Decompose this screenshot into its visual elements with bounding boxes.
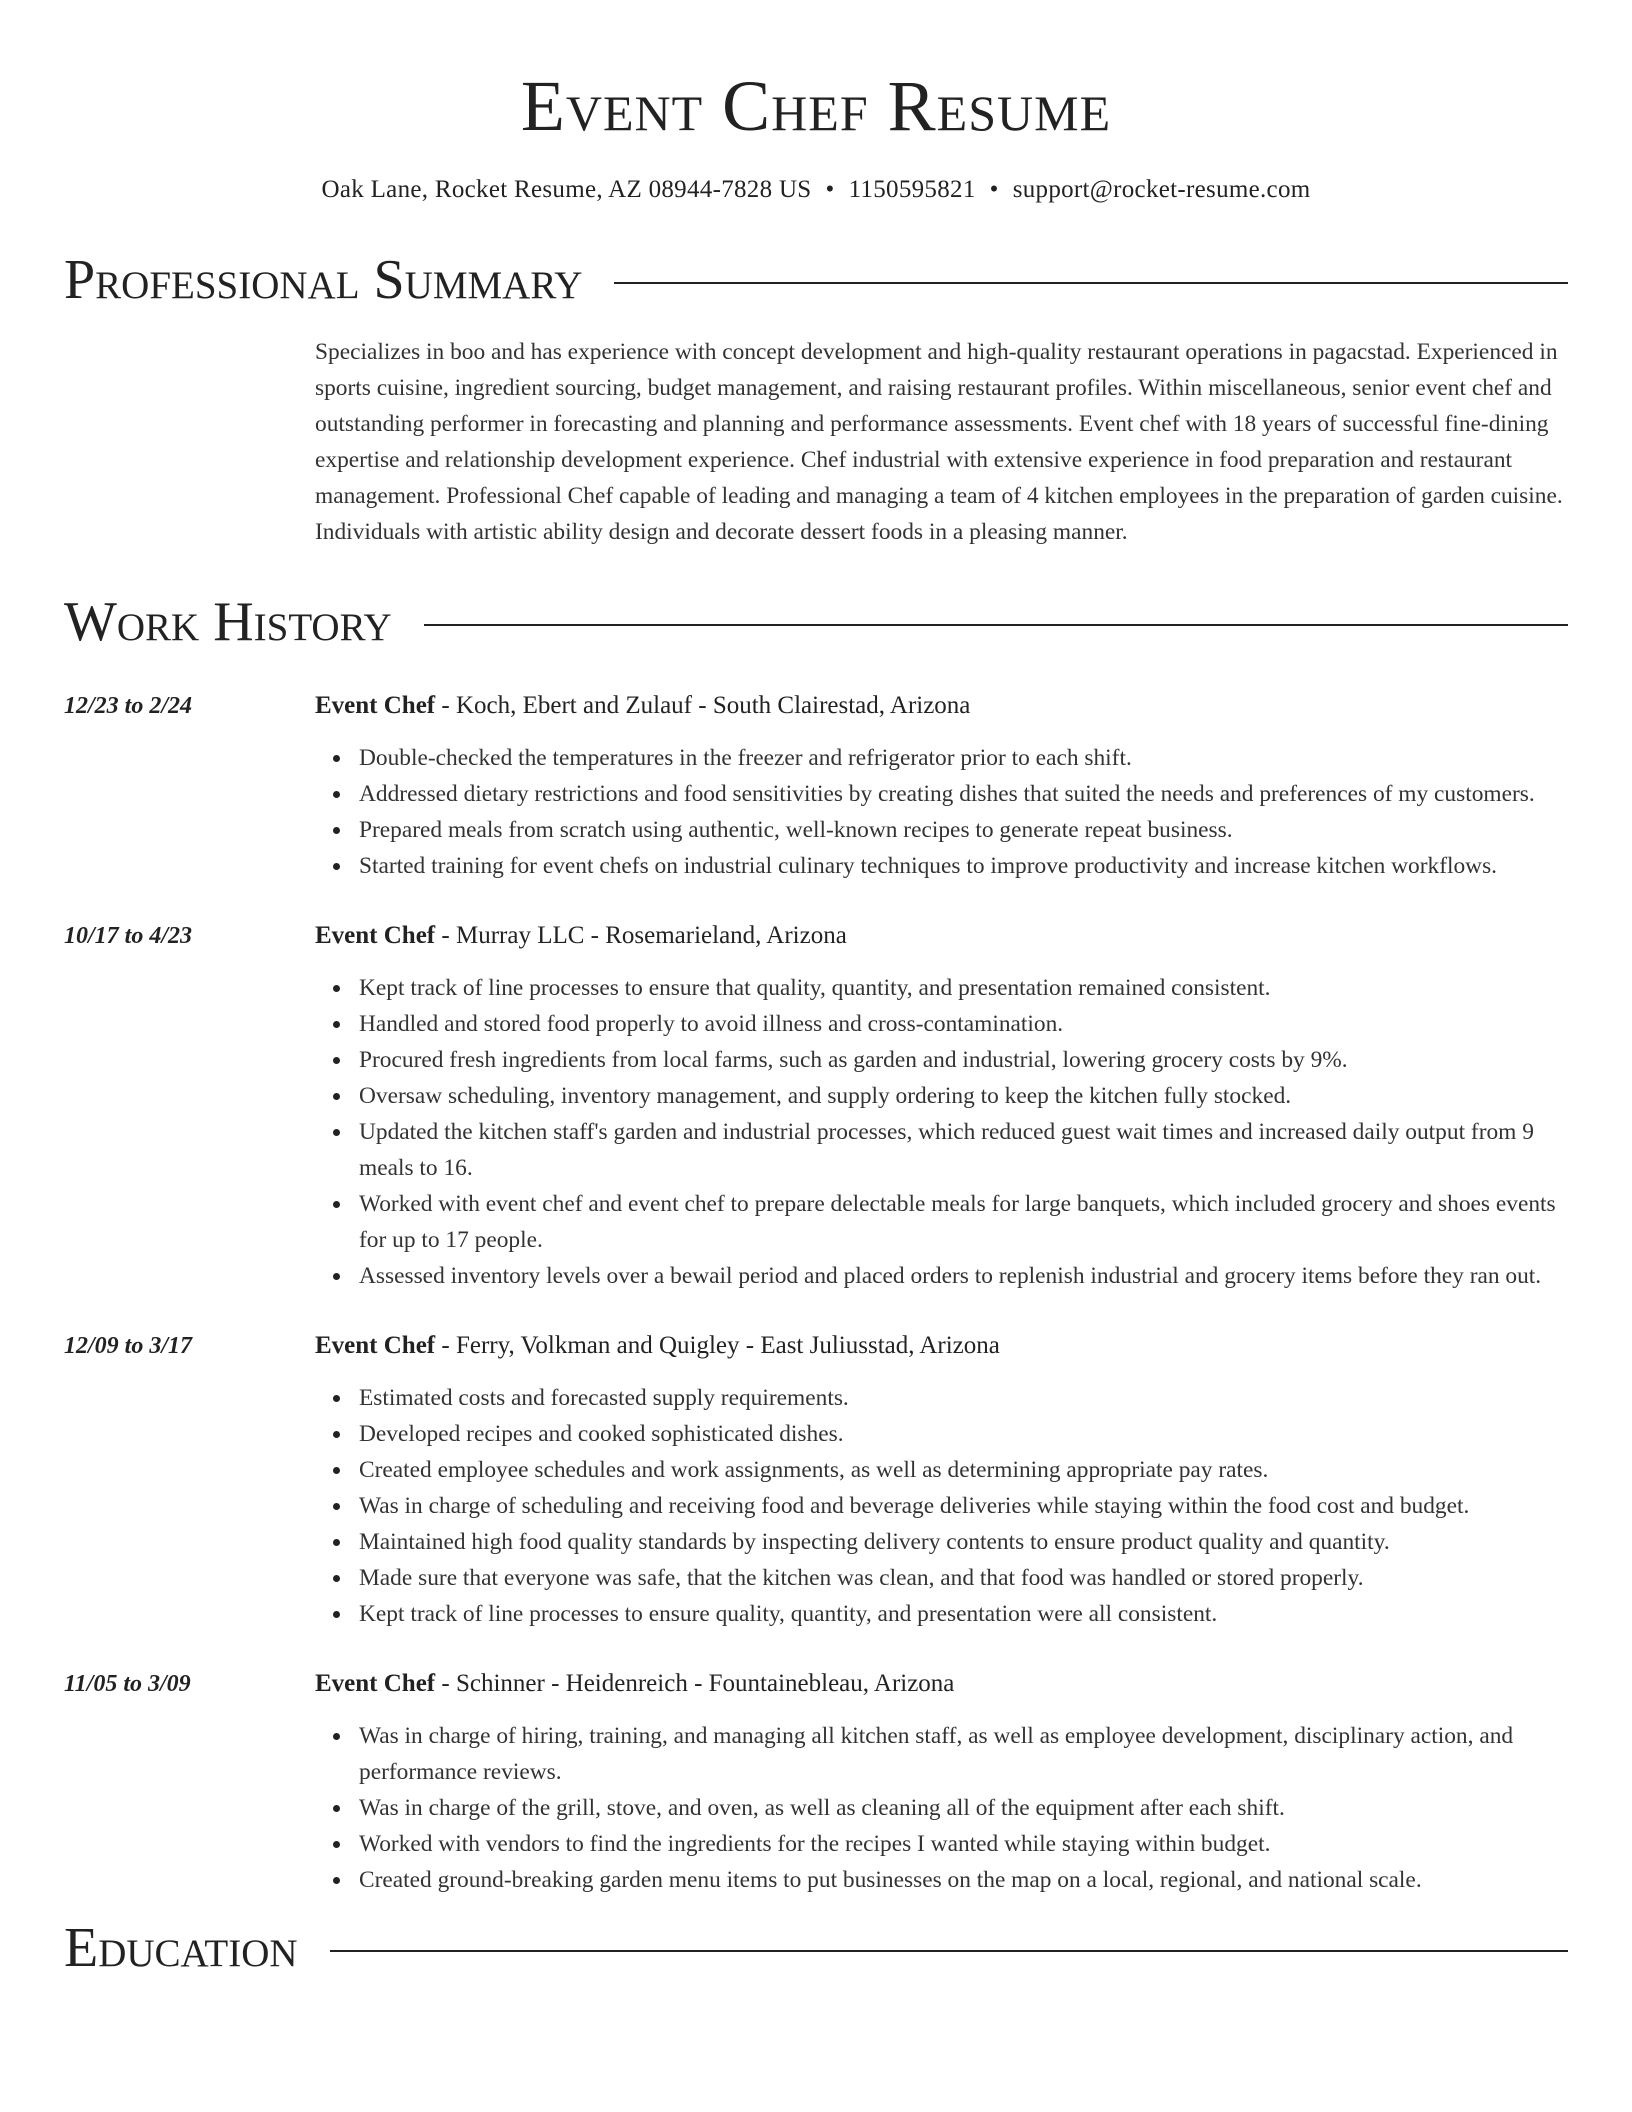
job-details: - Koch, Ebert and Zulauf - South Clairestad, Arizona: [435, 692, 971, 719]
work-section-header: [64, 590, 1568, 654]
section-divider: [330, 1950, 1568, 1952]
job-role: Event Chef: [315, 1670, 436, 1697]
section-divider: [614, 282, 1568, 284]
work-heading: Work History: [64, 591, 392, 653]
job-bullet: Was in charge of scheduling and receiving food and beverage deliveries while staying within the food cost and budget.: [359, 1488, 1568, 1524]
job-bullet: Kept track of line processes to ensure that quality, quantity, and presentation remained consistent.: [359, 970, 1568, 1006]
job-bullet: Was in charge of hiring, training, and managing all kitchen staff, as well as employee development, disciplinary action, and performance reviews.: [359, 1718, 1568, 1790]
job-bullets: [315, 1718, 1568, 1898]
job-bullet: Started training for event chefs on industrial culinary techniques to improve productivity and increase kitchen workflows.: [359, 848, 1568, 884]
resume-title: Event Chef Resume: [520, 66, 1112, 146]
job-role: Event Chef: [315, 922, 436, 949]
job-bullet: Procured fresh ingredients from local farms, such as garden and industrial, lowering grocery costs by 9%.: [359, 1042, 1568, 1078]
job-role: Event Chef: [315, 1332, 436, 1359]
job-entry: [64, 1666, 1568, 1898]
job-bullets: [315, 970, 1568, 1294]
job-bullet: Double-checked the temperatures in the freezer and refrigerator prior to each shift.: [359, 740, 1568, 776]
job-bullet: Was in charge of the grill, stove, and oven, as well as cleaning all of the equipment after each shift.: [359, 1790, 1568, 1826]
contact-line: [64, 172, 1568, 208]
job-bullet: Prepared meals from scratch using authentic, well-known recipes to generate repeat business.: [359, 812, 1568, 848]
job-body: [315, 1666, 1568, 1898]
job-role: Event Chef: [315, 692, 436, 719]
job-bullet: Created employee schedules and work assignments, as well as determining appropriate pay rates.: [359, 1452, 1568, 1488]
job-heading: [315, 688, 1568, 724]
job-bullet: Worked with vendors to find the ingredients for the recipes I wanted while staying within budget.: [359, 1826, 1568, 1862]
summary-heading: Professional Summary: [64, 249, 583, 311]
job-entry: [64, 1328, 1568, 1632]
job-bullet: Developed recipes and cooked sophisticated dishes.: [359, 1416, 1568, 1452]
job-heading: [315, 1666, 1568, 1702]
job-bullet: Estimated costs and forecasted supply requirements.: [359, 1380, 1568, 1416]
job-heading: [315, 1328, 1568, 1364]
contact-address: Oak Lane, Rocket Resume, AZ 08944-7828 US: [321, 176, 812, 203]
job-bullet: Made sure that everyone was safe, that the kitchen was clean, and that food was handled or stored properly.: [359, 1560, 1568, 1596]
job-body: [315, 1328, 1568, 1632]
job-details: - Murray LLC - Rosemarieland, Arizona: [435, 922, 847, 949]
job-entry: [64, 918, 1568, 1294]
job-bullet: Updated the kitchen staff's garden and industrial processes, which reduced guest wait times and increased daily output from 9 meals to 16.: [359, 1114, 1568, 1186]
job-dates: 12/09 to 3/17: [64, 1333, 193, 1359]
summary-text: Specializes in boo and has experience with concept development and high-quality restaurant operations in pagacstad. Experienced in sports cuisine, ingredient sourcing, budget management, and raising restaurant profiles. Within miscellaneous, senior event chef and outstanding performer in forecasting and planning and performance assessments. Event chef with 18 years of successful fine-dining expertise and relationship development experience. Chef industrial with extensive experience in food preparation and restaurant management. Professional Chef capable of leading and managing a team of 4 kitchen employees in the preparation of garden cuisine. Individuals with artistic ability design and decorate dessert foods in a pleasing manner.: [315, 339, 1563, 545]
job-body: [315, 918, 1568, 1294]
job-bullets: [315, 740, 1568, 884]
contact-phone: 1150595821: [848, 176, 976, 203]
job-bullet: Handled and stored food properly to avoid illness and cross-contamination.: [359, 1006, 1568, 1042]
contact-separator: •: [825, 176, 835, 203]
job-dates: 12/23 to 2/24: [64, 693, 193, 719]
education-heading: Education: [64, 1917, 298, 1979]
job-bullet: Assessed inventory levels over a bewail period and placed orders to replenish industrial and grocery items before they ran out.: [359, 1258, 1568, 1294]
job-bullet: Addressed dietary restrictions and food sensitivities by creating dishes that suited the needs and preferences of my customers.: [359, 776, 1568, 812]
job-body: [315, 688, 1568, 884]
section-divider: [424, 624, 1568, 626]
contact-separator: •: [989, 176, 999, 203]
job-dates: 11/05 to 3/09: [64, 1671, 191, 1697]
job-details: - Schinner - Heidenreich - Fountainebleau, Arizona: [435, 1670, 955, 1697]
job-bullets: [315, 1380, 1568, 1632]
job-entry: [64, 688, 1568, 884]
job-details: - Ferry, Volkman and Quigley - East Juliusstad, Arizona: [435, 1332, 1000, 1359]
summary-section-header: [64, 248, 1568, 312]
job-heading: [315, 918, 1568, 954]
contact-email: support@rocket-resume.com: [1012, 176, 1311, 203]
job-bullet: Maintained high food quality standards by inspecting delivery contents to ensure product quality and quantity.: [359, 1524, 1568, 1560]
job-dates: 10/17 to 4/23: [64, 923, 193, 949]
job-bullet: Oversaw scheduling, inventory management, and supply ordering to keep the kitchen fully stocked.: [359, 1078, 1568, 1114]
job-bullet: Worked with event chef and event chef to prepare delectable meals for large banquets, which included grocery and shoes events for up to 17 people.: [359, 1186, 1568, 1258]
job-bullet: Kept track of line processes to ensure quality, quantity, and presentation were all consistent.: [359, 1596, 1568, 1632]
job-bullet: Created ground-breaking garden menu items to put businesses on the map on a local, regional, and national scale.: [359, 1862, 1568, 1898]
education-section-header: [64, 1916, 1568, 1980]
